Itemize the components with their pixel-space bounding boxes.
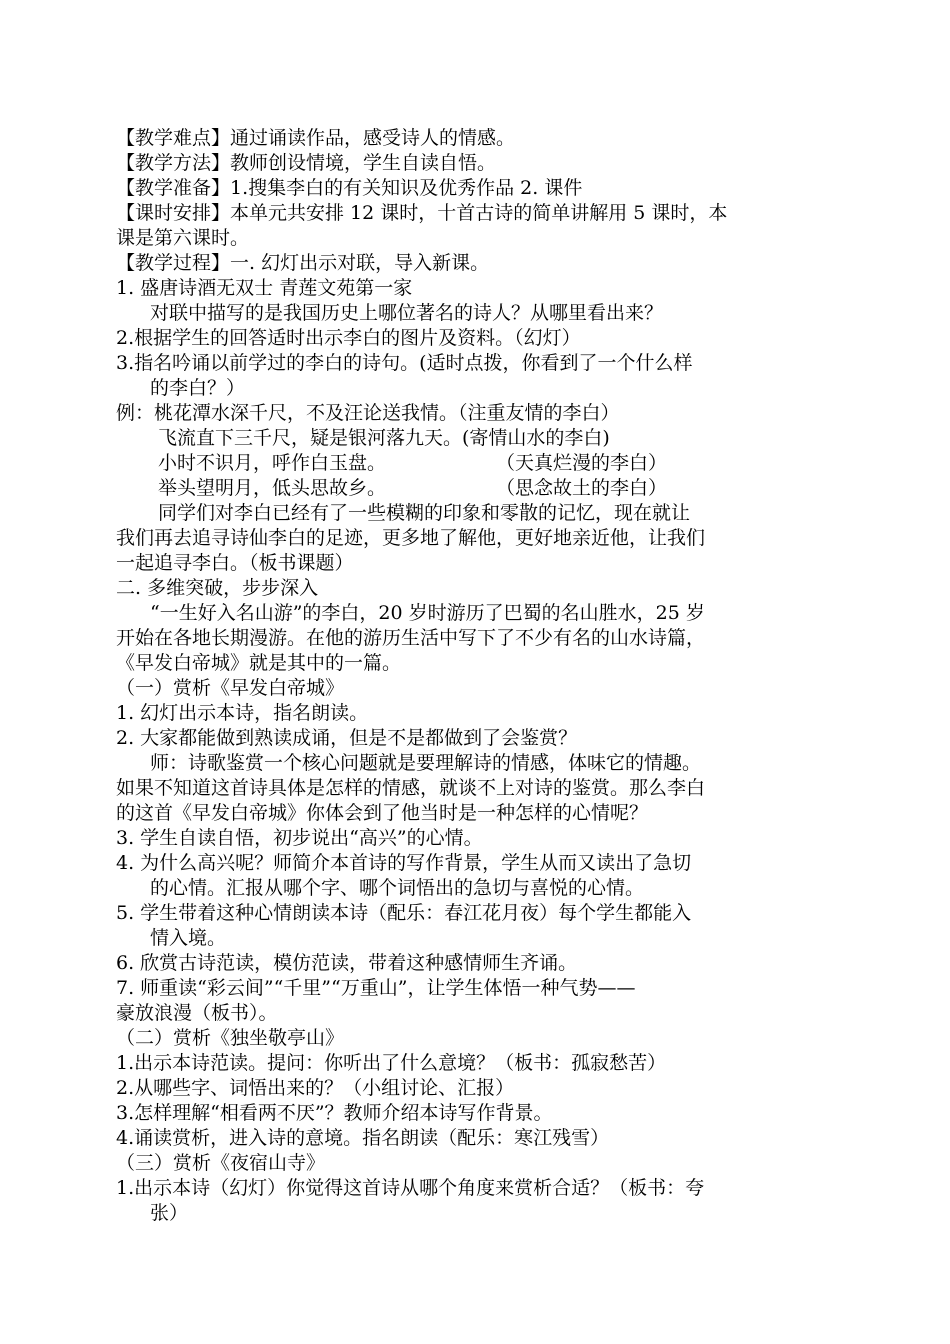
text-line: 的李白？） [150, 377, 246, 399]
text-line: 【教学准备】1.搜集李白的有关知识及优秀作品 2. 课件 [116, 177, 583, 199]
text-line: 【课时安排】本单元共安排 12 课时，十首古诗的简单讲解用 5 课时，本 [116, 202, 728, 224]
text-line: 【教学过程】一. 幻灯出示对联，导入新课。 [116, 252, 490, 274]
text-line: 【教学难点】通过诵读作品，感受诗人的情感。 [116, 127, 516, 149]
text-line: （二）赏析《独坐敬亭山》 [116, 1027, 345, 1049]
text-line: 师：诗歌鉴赏一个核心问题就是要理解诗的情感，体味它的情趣。 [150, 752, 702, 774]
text-line: （三）赏析《夜宿山寺》 [116, 1152, 326, 1174]
text-line: 的这首《早发白帝城》你体会到了他当时是一种怎样的心情呢？ [116, 802, 649, 824]
text-line: 7. 师重读“彩云间”“千里”“万重山”，让学生体悟一种气势—— [116, 977, 636, 999]
text-line: 豪放浪漫（板书）。 [116, 1002, 278, 1024]
text-line: 2.根据学生的回答适时出示李白的图片及资料。（幻灯） [116, 327, 581, 349]
text-line: 2. 大家都能做到熟读成诵，但是不是都做到了会鉴赏？ [116, 727, 578, 749]
poem-line: 小时不识月，呼作白玉盘。 [158, 452, 387, 474]
text-line [158, 476, 667, 500]
text-line: 情入境。 [150, 927, 227, 949]
text-line: 6. 欣赏古诗范读，模仿范读，带着这种感情师生齐诵。 [116, 952, 578, 974]
text-line: 4. 为什么高兴呢？师简介本首诗的写作背景，学生从而又读出了急切 [116, 852, 692, 874]
poem-note: （天真烂漫的李白） [496, 452, 668, 474]
poem-line: 举头望明月，低头思故乡。 [158, 477, 387, 499]
text-line: 的心情。汇报从哪个字、哪个词悟出的急切与喜悦的心情。 [150, 877, 645, 899]
text-line: 5. 学生带着这种心情朗读本诗（配乐：春江花月夜）每个学生都能入 [116, 902, 692, 924]
text-line: 如果不知道这首诗具体是怎样的情感，就谈不上对诗的鉴赏。那么李白 [116, 777, 706, 799]
text-line: 张） [150, 1202, 189, 1224]
text-line: （一）赏析《早发白帝城》 [116, 677, 345, 699]
text-line: 对联中描写的是我国历史上哪位著名的诗人？从哪里看出来？ [150, 302, 664, 324]
text-line: 2.从哪些字、词悟出来的？（小组讨论、汇报） [116, 1077, 515, 1099]
text-line: 我们再去追寻诗仙李白的足迹，更多地了解他，更好地亲近他，让我们 [116, 527, 706, 549]
text-line: 3.指名吟诵以前学过的李白的诗句。(适时点拨，你看到了一个什么样 [116, 352, 693, 374]
text-line: 1. 盛唐诗酒无双士 青莲文苑第一家 [116, 277, 413, 299]
poem-note: （思念故土的李白） [496, 477, 668, 499]
text-line: “一生好入名山游”的李白，20 岁时游历了巴蜀的名山胜水，25 岁 [150, 602, 705, 624]
text-line: 3.怎样理解“相看两不厌”？教师介绍本诗写作背景。 [116, 1102, 553, 1124]
text-line: 1.出示本诗（幻灯）你觉得这首诗从哪个角度来赏析合适？（板书：夸 [116, 1177, 705, 1199]
text-line: 4.诵读赏析，进入诗的意境。指名朗读（配乐：寒江残雪） [116, 1127, 610, 1149]
text-line: 开始在各地长期漫游。在他的游历生活中写下了不少有名的山水诗篇， [116, 627, 706, 649]
text-line [158, 451, 667, 475]
text-line: 同学们对李白已经有了一些模糊的印象和零散的记忆，现在就让 [158, 502, 691, 524]
text-line: 《早发白帝城》就是其中的一篇。 [116, 652, 402, 674]
text-line: 【教学方法】教师创设情境，学生自读自悟。 [116, 152, 497, 174]
text-line: 课是第六课时。 [116, 227, 250, 249]
text-line: 一起追寻李白。（板书课题） [116, 552, 354, 574]
text-line: 例：桃花潭水深千尺，不及汪论送我情。（注重友情的李白） [116, 402, 620, 424]
text-line: 3. 学生自读自悟，初步说出“高兴”的心情。 [116, 827, 483, 849]
text-line: 二. 多维突破，步步深入 [116, 577, 319, 599]
text-line: 1.出示本诗范读。提问：你听出了什么意境？（板书：孤寂愁苦） [116, 1052, 667, 1074]
text-line: 飞流直下三千尺，疑是银河落九天。(寄情山水的李白) [158, 427, 610, 449]
text-line: 1. 幻灯出示本诗，指名朗读。 [116, 702, 369, 724]
